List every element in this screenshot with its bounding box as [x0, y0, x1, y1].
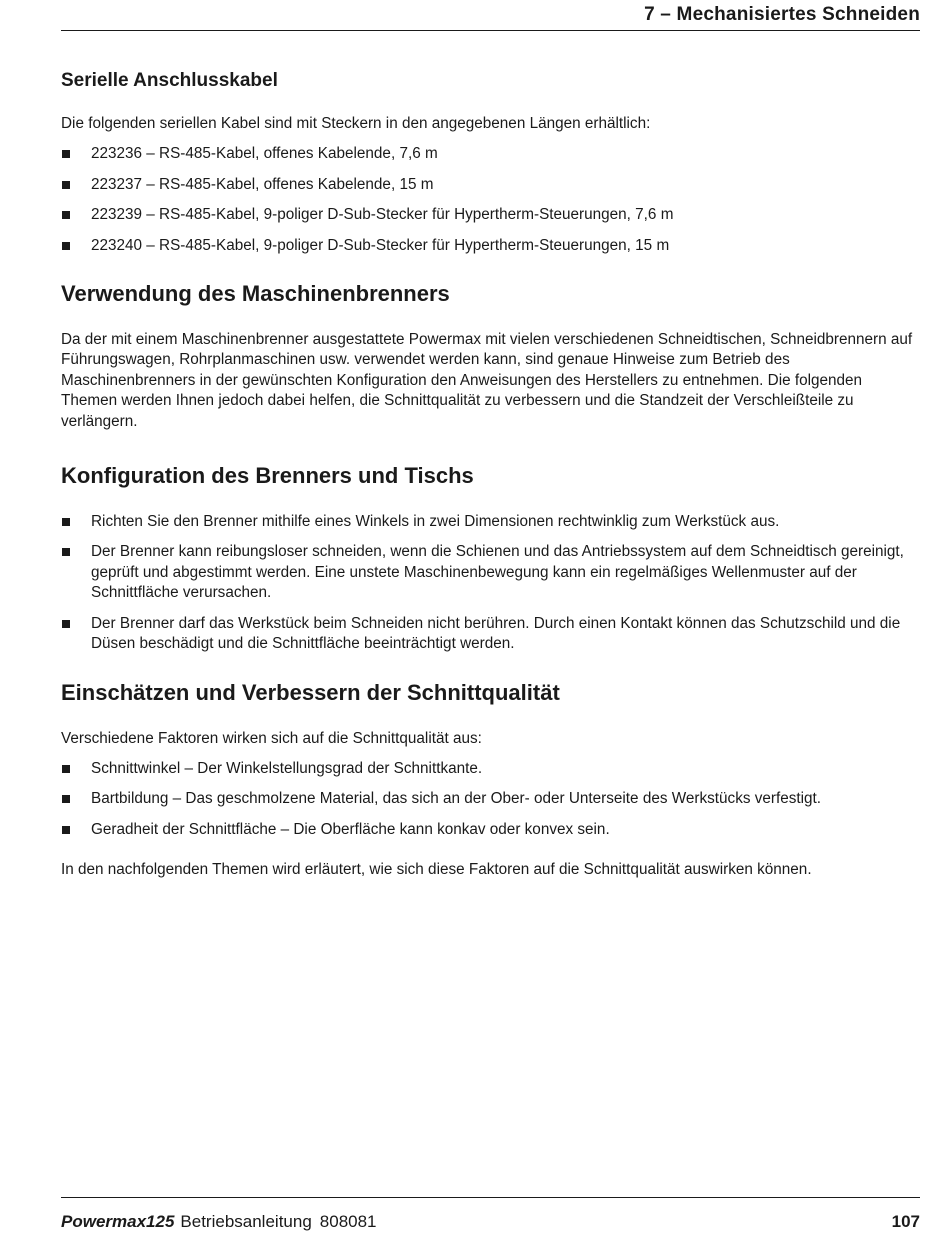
square-bullet-icon: [62, 826, 70, 834]
list-item-text: Bartbildung – Das geschmolzene Material, das sich an der Ober- oder Unterseite des Werkstücks verfestigt.: [91, 790, 822, 808]
page-footer: [61, 1211, 920, 1233]
section-intro: Verschiedene Faktoren wirken sich auf die Schnittqualität aus:: [61, 729, 482, 747]
square-bullet-icon: [62, 548, 70, 556]
list-item: [61, 542, 920, 603]
list-item-text: 223240 – RS-485-Kabel, 9-poliger D-Sub-Stecker für Hypertherm-Steuerungen, 15 m: [91, 236, 670, 254]
section-paragraph: Da der mit einem Maschinenbrenner ausgestattete Powermax mit vielen verschiedenen Schneidtischen, Schneidbrennern auf Führungswagen, Rohrplanmaschinen usw. verwendet werden kann, sind genaue Hinweise zum Betrieb des Maschinenbrenners in der gewünschten Konfiguration den Anweisungen des Herstellers zu entnehmen. Die folgenden Themen werden Ihnen jedoch dabei helfen, die Schnittqualität zu verbessern und die Standzeit der Verschleißteile zu verlängern.: [61, 331, 913, 430]
list-item: [61, 614, 920, 655]
list-item: [61, 789, 920, 809]
footer-rule: [61, 1197, 920, 1198]
running-head: 7 – Mechanisiertes Schneiden: [644, 4, 920, 25]
square-bullet-icon: [62, 620, 70, 628]
spacer: [61, 850, 920, 860]
spacer: [61, 665, 920, 679]
list-item-text: 223237 – RS-485-Kabel, offenes Kabelende, 15 m: [91, 175, 434, 193]
list-item: [61, 820, 920, 840]
product-name: Powermax125: [61, 1212, 175, 1231]
square-bullet-icon: [62, 795, 70, 803]
square-bullet-icon: [62, 211, 70, 219]
manual-title: Betriebsanleitung: [180, 1212, 312, 1231]
list-item: [61, 512, 920, 532]
configuration-list: [61, 512, 920, 654]
square-bullet-icon: [62, 150, 70, 158]
page-number: 107: [891, 1212, 920, 1231]
section-serial-cables: [61, 68, 920, 256]
spacer: [61, 442, 920, 462]
list-item-text: Schnittwinkel – Der Winkelstellungsgrad der Schnittkante.: [91, 759, 483, 777]
section-configuration: [61, 462, 920, 654]
section-heading: Konfiguration des Brenners und Tischs: [61, 463, 474, 489]
list-item: [61, 759, 920, 779]
list-item: [61, 144, 920, 164]
list-item: [61, 175, 920, 195]
list-item: [61, 205, 920, 225]
section-heading: Verwendung des Maschinenbrenners: [61, 281, 450, 307]
spacer: [61, 266, 920, 280]
list-item-text: Geradheit der Schnittfläche – Die Oberfläche kann konkav oder konvex sein.: [91, 820, 610, 838]
section-cut-quality: [61, 679, 920, 881]
quality-factor-list: [61, 759, 920, 840]
square-bullet-icon: [62, 765, 70, 773]
list-item-text: Der Brenner darf das Werkstück beim Schneiden nicht berühren. Durch einen Kontakt können das Schutzschild und die Düsen beschädigt und die Schnittfläche beeinträchtigt werden.: [91, 614, 901, 653]
section-intro: Die folgenden seriellen Kabel sind mit Steckern in den angegebenen Längen erhältlich:: [61, 115, 651, 132]
section-heading: Einschätzen und Verbessern der Schnittqualität: [61, 679, 560, 705]
section-closing: In den nachfolgenden Themen wird erläutert, wie sich diese Faktoren auf die Schnittqualität auswirken können.: [61, 861, 812, 879]
document-page: [61, 0, 920, 1254]
list-item-text: Richten Sie den Brenner mithilfe eines Winkels in zwei Dimensionen rechtwinklig zum Werkstück aus.: [91, 513, 780, 531]
list-item: [61, 236, 920, 256]
document-number: 808081: [319, 1212, 377, 1231]
list-item-text: 223239 – RS-485-Kabel, 9-poliger D-Sub-Stecker für Hypertherm-Steuerungen, 7,6 m: [91, 206, 674, 224]
section-heading: Serielle Anschlusskabel: [61, 70, 278, 91]
list-item-text: 223236 – RS-485-Kabel, offenes Kabelende, 7,6 m: [91, 145, 438, 163]
page-content: [61, 68, 920, 891]
square-bullet-icon: [62, 242, 70, 250]
cable-list: [61, 144, 920, 256]
list-item-text: Der Brenner kann reibungsloser schneiden, wenn die Schienen und das Antriebssystem auf dem Schneidtisch gereinigt, geprüft und abgestimmt werden. Eine unstete Maschinenbewegung kann ein regelmäßiges Wellenmuster auf der Schnittfläche verursachen.: [91, 543, 904, 602]
section-usage: [61, 280, 920, 432]
header-rule: [61, 30, 920, 31]
square-bullet-icon: [62, 181, 70, 189]
square-bullet-icon: [62, 518, 70, 526]
